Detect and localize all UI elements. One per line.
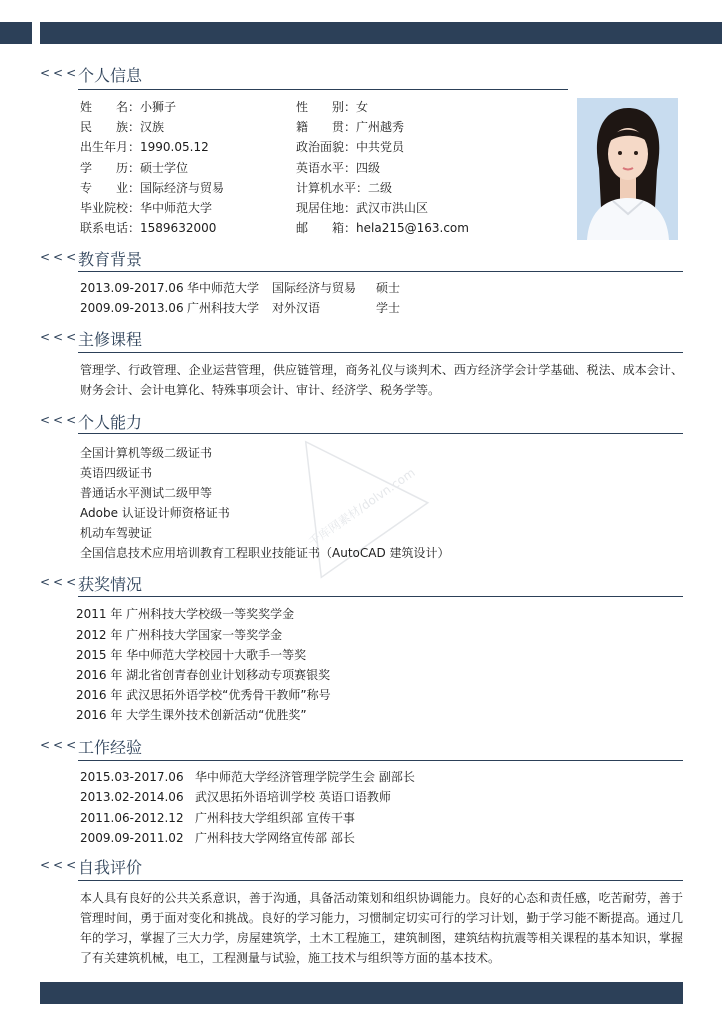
section-title: 自我评价 xyxy=(78,858,143,877)
info-value: 1990.05.12 xyxy=(140,140,209,154)
info-label: 现居住地： xyxy=(296,201,357,215)
watermark-logo-icon xyxy=(225,377,462,614)
info-row xyxy=(296,200,428,216)
chevrons-icon: <<< xyxy=(40,66,80,80)
info-row xyxy=(296,99,368,115)
info-row xyxy=(296,160,380,176)
education-period: 2009.09-2013.06 xyxy=(80,301,184,315)
list-item: 2016 年 大学生课外技术创新活动“优胜奖” xyxy=(76,708,307,722)
chevrons-icon: <<< xyxy=(40,330,80,344)
education-major: 对外汉语 xyxy=(272,301,321,315)
list-item: 2012 年 广州科技大学国家一等奖学金 xyxy=(76,628,283,642)
self-eval-text: 本人具有良好的公共关系意识，善于沟通，具备活动策划和组织协调能力。良好的心态和责任感，吃苦耐劳，善于管理时间，勇于面对变化和挑战。良好的学习能力，习惯制定切实可行的学习计划，勤于学习能不断提高。通过几年的学习，掌握了三大力学，房屋建筑学，土木工程施工，建筑制图，建筑结构抗震等相关课程的基本知识，掌握了有关建筑机械，电工，工程测量与试验，施工技术与组织等方面的基本技术。 xyxy=(80,891,683,965)
info-row xyxy=(80,220,216,236)
section-title: 个人信息 xyxy=(78,66,143,85)
list-item: Adobe 认证设计师资格证书 xyxy=(80,506,230,520)
info-value: 汉族 xyxy=(140,120,165,134)
info-label: 联系电话： xyxy=(80,221,141,235)
work-row xyxy=(80,769,415,785)
work-desc: 广州科技大学组织部 宣传干事 xyxy=(195,811,355,825)
work-desc: 华中师范大学经济管理学院学生会 副部长 xyxy=(195,770,415,784)
work-row xyxy=(80,810,355,826)
section-divider xyxy=(78,433,683,434)
info-label: 政治面貌： xyxy=(296,140,357,154)
list-item: 全国信息技术应用培训教育工程职业技能证书（AutoCAD 建筑设计） xyxy=(80,546,450,560)
work-period: 2013.02-2014.06 xyxy=(80,790,184,804)
info-row xyxy=(80,139,209,155)
info-label: 毕业院校： xyxy=(80,201,141,215)
info-value: 国际经济与贸易 xyxy=(140,181,225,195)
info-row xyxy=(80,99,176,115)
chevrons-icon: <<< xyxy=(40,413,80,427)
work-period: 2015.03-2017.06 xyxy=(80,770,184,784)
section-divider xyxy=(78,352,683,353)
header-bar-right xyxy=(40,22,722,44)
section-title: 主修课程 xyxy=(78,330,143,349)
work-period: 2011.06-2012.12 xyxy=(80,811,184,825)
info-value: 华中师范大学 xyxy=(140,201,213,215)
info-row xyxy=(80,180,224,196)
watermark xyxy=(225,377,462,614)
section-title: 工作经验 xyxy=(78,738,143,757)
info-row xyxy=(296,119,404,135)
list-item: 2016 年 湖北省创青春创业计划移动专项赛银奖 xyxy=(76,668,331,682)
info-value: 二级 xyxy=(368,181,393,195)
info-value: 广州越秀 xyxy=(356,120,405,134)
info-value: 中共党员 xyxy=(356,140,405,154)
info-row xyxy=(80,119,164,135)
info-label: 专 业： xyxy=(80,181,141,195)
chevrons-icon: <<< xyxy=(40,858,80,872)
work-period: 2009.09-2011.02 xyxy=(80,831,184,845)
education-degree: 硕士 xyxy=(376,281,401,295)
watermark-text: 千库网素材/dolvn.com xyxy=(305,465,418,550)
info-value: 女 xyxy=(356,100,369,114)
info-label: 姓 名： xyxy=(80,100,141,114)
courses-text: 管理学、行政管理、企业运营管理，供应链管理，商务礼仪与谈判术、西方经济学会计学基础、税法、成本会计、财务会计、会计电算化、特殊事项会计、审计、经济学、税务学等。 xyxy=(80,363,683,397)
info-label: 英语水平： xyxy=(296,161,357,175)
info-label: 民 族： xyxy=(80,120,141,134)
education-row xyxy=(80,300,400,316)
footer-bar xyxy=(40,982,683,1004)
info-label: 计算机水平： xyxy=(296,181,369,195)
education-period: 2013.09-2017.06 xyxy=(80,281,184,295)
work-row xyxy=(80,830,355,846)
section-divider xyxy=(78,89,568,90)
section-title: 教育背景 xyxy=(78,250,143,269)
info-value: 小狮子 xyxy=(140,100,177,114)
section-divider xyxy=(78,880,683,881)
education-school: 广州科技大学 xyxy=(187,301,260,315)
list-item: 2016 年 武汉思拓外语学校“优秀骨干教师”称号 xyxy=(76,688,331,702)
chevrons-icon: <<< xyxy=(40,738,80,752)
info-label: 籍 贯： xyxy=(296,120,357,134)
work-desc: 广州科技大学网络宣传部 部长 xyxy=(195,831,355,845)
chevrons-icon: <<< xyxy=(40,250,80,264)
list-item: 普通话水平测试二级甲等 xyxy=(80,486,213,500)
info-label: 邮 箱： xyxy=(296,221,357,235)
education-major: 国际经济与贸易 xyxy=(272,281,357,295)
list-item: 全国计算机等级二级证书 xyxy=(80,446,213,460)
list-item: 2015 年 华中师范大学校园十大歌手一等奖 xyxy=(76,648,307,662)
info-label: 出生年月： xyxy=(80,140,141,154)
info-value: 武汉市洪山区 xyxy=(356,201,429,215)
profile-photo xyxy=(577,98,678,240)
chevrons-icon: <<< xyxy=(40,575,80,589)
info-row xyxy=(296,139,404,155)
info-value: 硕士学位 xyxy=(140,161,189,175)
info-value: hela215@163.com xyxy=(356,221,469,235)
info-row xyxy=(80,160,188,176)
education-degree: 学士 xyxy=(376,301,401,315)
info-label: 性 别： xyxy=(296,100,357,114)
education-row xyxy=(80,280,400,296)
info-row xyxy=(296,180,392,196)
work-desc: 武汉思拓外语培训学校 英语口语教师 xyxy=(195,790,391,804)
work-row xyxy=(80,789,391,805)
info-label: 学 历： xyxy=(80,161,141,175)
section-title: 个人能力 xyxy=(78,413,143,432)
header-bar-left xyxy=(0,22,32,44)
list-item: 英语四级证书 xyxy=(80,466,153,480)
info-row xyxy=(80,200,212,216)
education-school: 华中师范大学 xyxy=(187,281,260,295)
section-divider xyxy=(78,271,683,272)
info-value: 四级 xyxy=(356,161,381,175)
info-value: 1589632000 xyxy=(140,221,217,235)
section-divider xyxy=(78,596,683,597)
section-divider xyxy=(78,760,683,761)
section-title: 获奖情况 xyxy=(78,575,143,594)
portrait-image xyxy=(577,98,678,240)
info-row xyxy=(296,220,469,236)
list-item: 机动车驾驶证 xyxy=(80,526,153,540)
list-item: 2011 年 广州科技大学校级一等奖奖学金 xyxy=(76,607,295,621)
